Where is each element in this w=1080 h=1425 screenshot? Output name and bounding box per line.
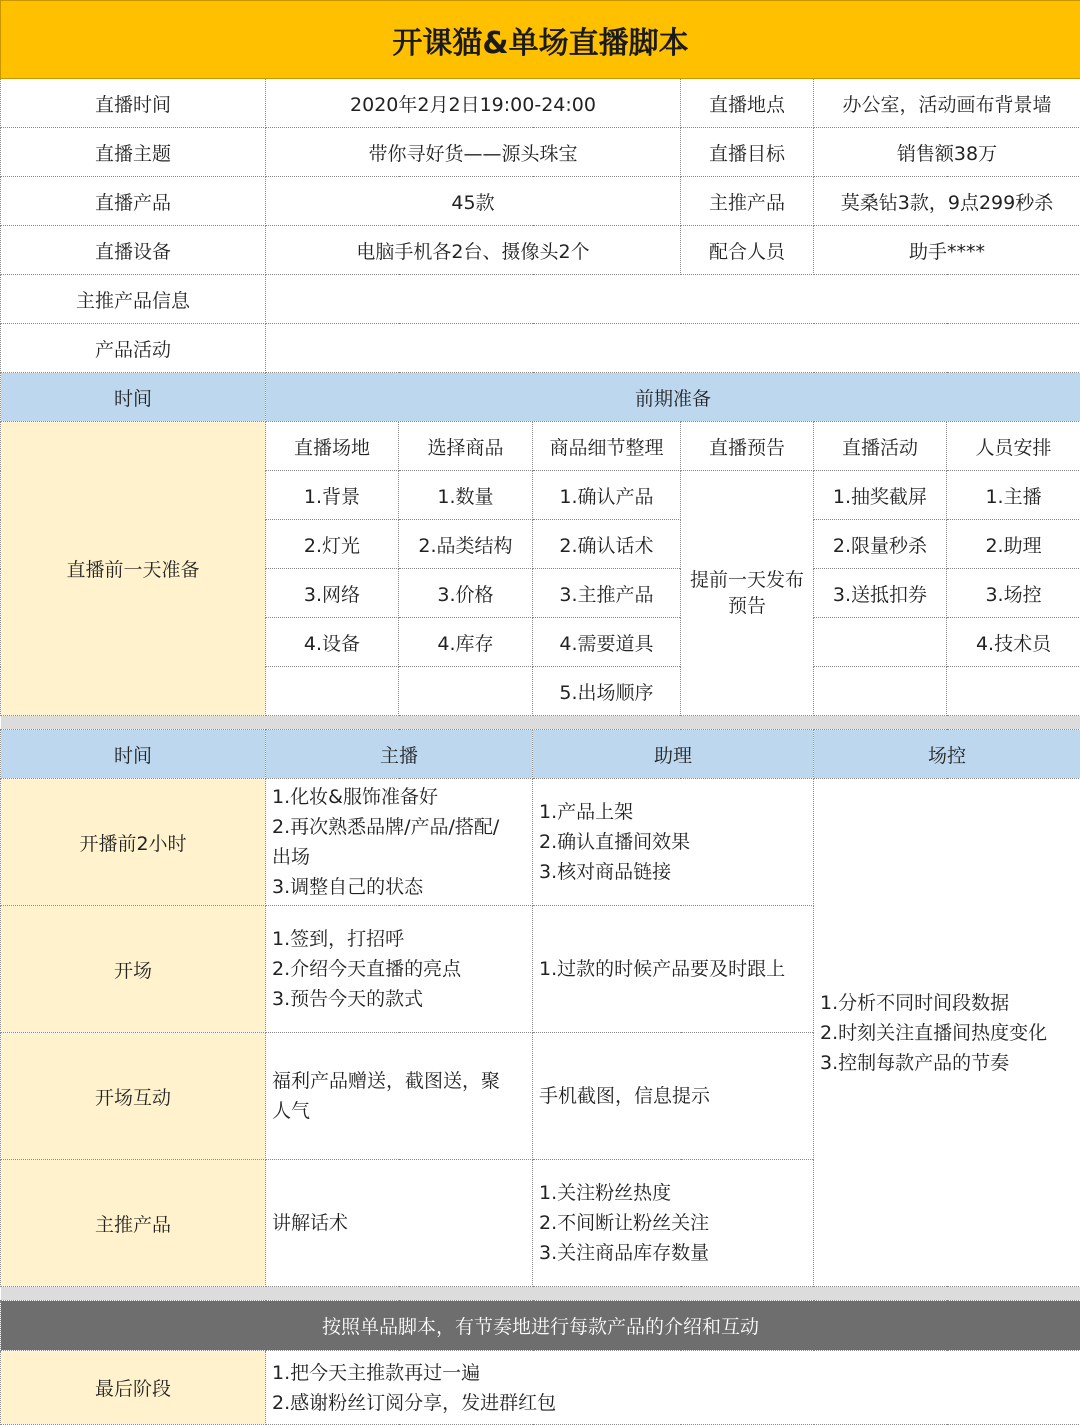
venue-item: 4.设备 (266, 618, 399, 667)
info-value: 办公室，活动画布背景墙 (814, 79, 1080, 128)
info-value: 助手**** (814, 226, 1080, 275)
banner-text: 按照单品脚本，有节奏地进行每款产品的介绍和互动 (1, 1301, 1080, 1351)
staff-item: 3.场控 (947, 569, 1080, 618)
prep-column-header: 人员安排 (947, 422, 1080, 471)
info-label: 直播时间 (1, 79, 266, 128)
activity-item: 3.送抵扣券 (814, 569, 947, 618)
schedule-time: 主推产品 (1, 1160, 266, 1287)
preview-cell: 提前一天发布预告 (681, 471, 814, 716)
section-gap (1, 1287, 1080, 1301)
control-header: 场控 (814, 730, 1080, 779)
goods-item: 4.库存 (399, 618, 533, 667)
staff-item-empty (947, 667, 1080, 716)
assistant-tasks: 1.产品上架 2.确认直播间效果 3.核对商品链接 (533, 779, 814, 906)
final-tasks: 1.把今天主推款再过一遍 2.感谢粉丝订阅分享，发进群红包 (266, 1351, 1080, 1425)
info-label: 直播设备 (1, 226, 266, 275)
info-row (1, 79, 1080, 128)
info-value: 莫桑钻3款，9点299秒杀 (814, 177, 1080, 226)
info-value: 2020年2月2日19:00-24:00 (266, 79, 681, 128)
prep-header-row (1, 373, 1080, 422)
final-label: 最后阶段 (1, 1351, 266, 1425)
info-row (1, 177, 1080, 226)
staff-item: 4.技术员 (947, 618, 1080, 667)
goods-item: 3.价格 (399, 569, 533, 618)
info-value: 电脑手机各2台、摄像头2个 (266, 226, 681, 275)
info-label: 配合人员 (681, 226, 814, 275)
info-row (1, 226, 1080, 275)
venue-item: 1.背景 (266, 471, 399, 520)
host-tasks: 福利产品赠送，截图送，聚 人气 (266, 1033, 533, 1160)
info-row (1, 324, 1080, 373)
assistant-header: 助理 (533, 730, 814, 779)
time-header: 时间 (1, 730, 266, 779)
main-product-info-value (266, 275, 1080, 324)
info-value: 45款 (266, 177, 681, 226)
prep-columns-row (1, 422, 1080, 471)
info-label: 主推产品 (681, 177, 814, 226)
schedule-time: 开场互动 (1, 1033, 266, 1160)
staff-item: 1.主播 (947, 471, 1080, 520)
host-header: 主播 (266, 730, 533, 779)
info-label: 直播主题 (1, 128, 266, 177)
product-activity-value (266, 324, 1080, 373)
section-gap (1, 716, 1080, 730)
prep-column-header: 选择商品 (399, 422, 533, 471)
info-label: 主推产品信息 (1, 275, 266, 324)
detail-item: 3.主推产品 (533, 569, 681, 618)
info-label: 产品活动 (1, 324, 266, 373)
detail-item: 1.确认产品 (533, 471, 681, 520)
venue-item-empty (266, 667, 399, 716)
prep-column-header: 直播预告 (681, 422, 814, 471)
host-tasks: 1.签到，打招呼 2.介绍今天直播的亮点 3.预告今天的款式 (266, 906, 533, 1033)
activity-item: 1.抽奖截屏 (814, 471, 947, 520)
assistant-tasks: 手机截图，信息提示 (533, 1033, 814, 1160)
control-tasks: 1.分析不同时间段数据 2.时刻关注直播间热度变化 3.控制每款产品的节奏 (814, 779, 1080, 1287)
info-label: 直播地点 (681, 79, 814, 128)
schedule-time: 开播前2小时 (1, 779, 266, 906)
prep-section-header: 前期准备 (266, 373, 1080, 422)
goods-item: 2.品类结构 (399, 520, 533, 569)
goods-item-empty (399, 667, 533, 716)
page-title: 开课猫&单场直播脚本 (1, 1, 1080, 79)
staff-item: 2.助理 (947, 520, 1080, 569)
info-label: 直播目标 (681, 128, 814, 177)
info-row (1, 128, 1080, 177)
host-tasks: 讲解话术 (266, 1160, 533, 1287)
info-value: 销售额38万 (814, 128, 1080, 177)
info-row (1, 275, 1080, 324)
prep-row-label: 直播前一天准备 (1, 422, 266, 716)
time-header: 时间 (1, 373, 266, 422)
schedule-time: 开场 (1, 906, 266, 1033)
info-value: 带你寻好货——源头珠宝 (266, 128, 681, 177)
schedule-row (1, 779, 1080, 906)
prep-column-header: 直播场地 (266, 422, 399, 471)
banner-row (1, 1301, 1080, 1351)
detail-item: 2.确认话术 (533, 520, 681, 569)
activity-item-empty (814, 618, 947, 667)
info-label: 直播产品 (1, 177, 266, 226)
detail-item: 4.需要道具 (533, 618, 681, 667)
detail-item: 5.出场顺序 (533, 667, 681, 716)
prep-column-header: 直播活动 (814, 422, 947, 471)
assistant-tasks: 1.过款的时候产品要及时跟上 (533, 906, 814, 1033)
venue-item: 2.灯光 (266, 520, 399, 569)
venue-item: 3.网络 (266, 569, 399, 618)
schedule-header-row (1, 730, 1080, 779)
goods-item: 1.数量 (399, 471, 533, 520)
activity-item: 2.限量秒杀 (814, 520, 947, 569)
final-row (1, 1351, 1080, 1425)
assistant-tasks: 1.关注粉丝热度 2.不间断让粉丝关注 3.关注商品库存数量 (533, 1160, 814, 1287)
activity-item-empty (814, 667, 947, 716)
prep-column-header: 商品细节整理 (533, 422, 681, 471)
host-tasks: 1.化妆&服饰准备好 2.再次熟悉品牌/产品/搭配/ 出场 3.调整自己的状态 (266, 779, 533, 906)
